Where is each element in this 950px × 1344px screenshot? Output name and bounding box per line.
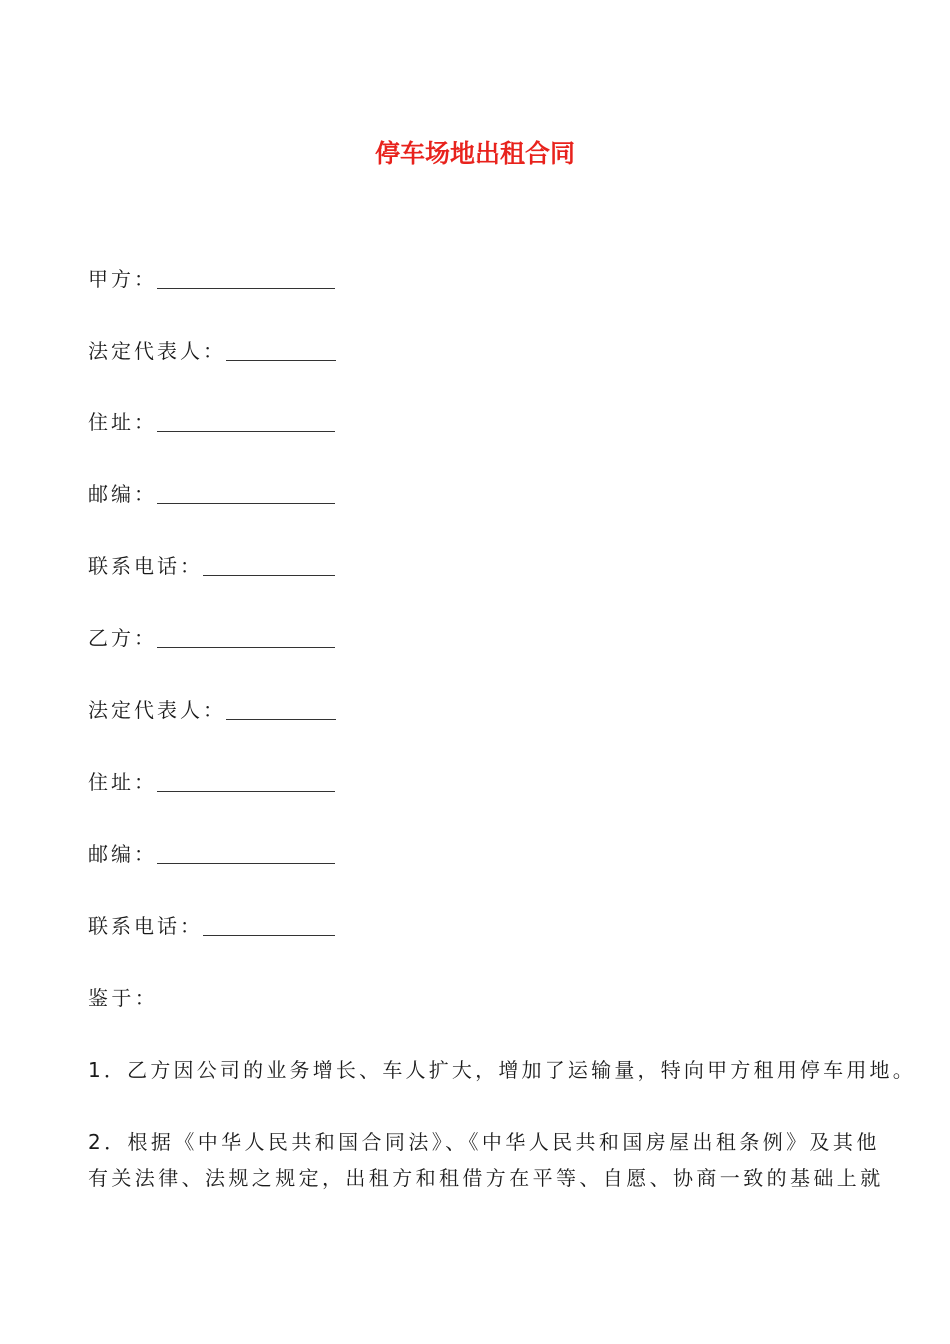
party-a-postcode-blank bbox=[157, 481, 335, 504]
party-a-name-blank bbox=[157, 266, 335, 289]
whereas-heading: 鉴于： bbox=[88, 986, 159, 1010]
party-a-postcode-label: 邮编： bbox=[88, 482, 157, 506]
party-a-rep-blank bbox=[226, 338, 336, 361]
party-a-phone-field bbox=[88, 545, 335, 579]
party-a-rep-label: 法定代表人： bbox=[88, 339, 226, 363]
party-b-address-blank bbox=[157, 769, 335, 792]
party-b-name-label: 乙方： bbox=[88, 626, 157, 650]
party-a-name-label: 甲方： bbox=[88, 267, 157, 291]
party-a-name-field bbox=[88, 258, 335, 292]
party-a-phone-label: 联系电话： bbox=[88, 554, 203, 578]
party-b-phone-blank bbox=[203, 913, 335, 936]
party-b-phone-label: 联系电话： bbox=[88, 914, 203, 938]
party-b-address-label: 住址： bbox=[88, 770, 157, 794]
party-a-postcode-field bbox=[88, 473, 335, 507]
party-b-rep-blank bbox=[226, 697, 336, 720]
clause-1: 1．乙方因公司的业务增长、车人扩大，增加了运输量，特向甲方租用停车用地。 bbox=[88, 1058, 916, 1082]
party-b-rep-label: 法定代表人： bbox=[88, 698, 226, 722]
document-title: 停车场地出租合同 bbox=[374, 139, 575, 168]
party-b-postcode-label: 邮编： bbox=[88, 842, 157, 866]
party-b-postcode-blank bbox=[157, 841, 335, 864]
clause-2-line-2: 有关法律、法规之规定，出租方和租借方在平等、自愿、协商一致的基础上就 bbox=[88, 1166, 884, 1190]
clause-2-line-1: 2．根据《中华人民共和国合同法》、《中华人民共和国房屋出租条例》及其他 bbox=[88, 1130, 880, 1154]
party-b-name-blank bbox=[157, 625, 335, 648]
party-a-phone-blank bbox=[203, 553, 335, 576]
party-b-address-field bbox=[88, 761, 335, 795]
party-a-address-field bbox=[88, 401, 335, 435]
party-a-address-blank bbox=[157, 409, 335, 432]
party-a-rep-field bbox=[88, 330, 336, 364]
party-b-phone-field bbox=[88, 905, 335, 939]
party-b-rep-field bbox=[88, 689, 336, 723]
party-a-address-label: 住址： bbox=[88, 410, 157, 434]
party-b-postcode-field bbox=[88, 833, 335, 867]
party-b-name-field bbox=[88, 617, 335, 651]
